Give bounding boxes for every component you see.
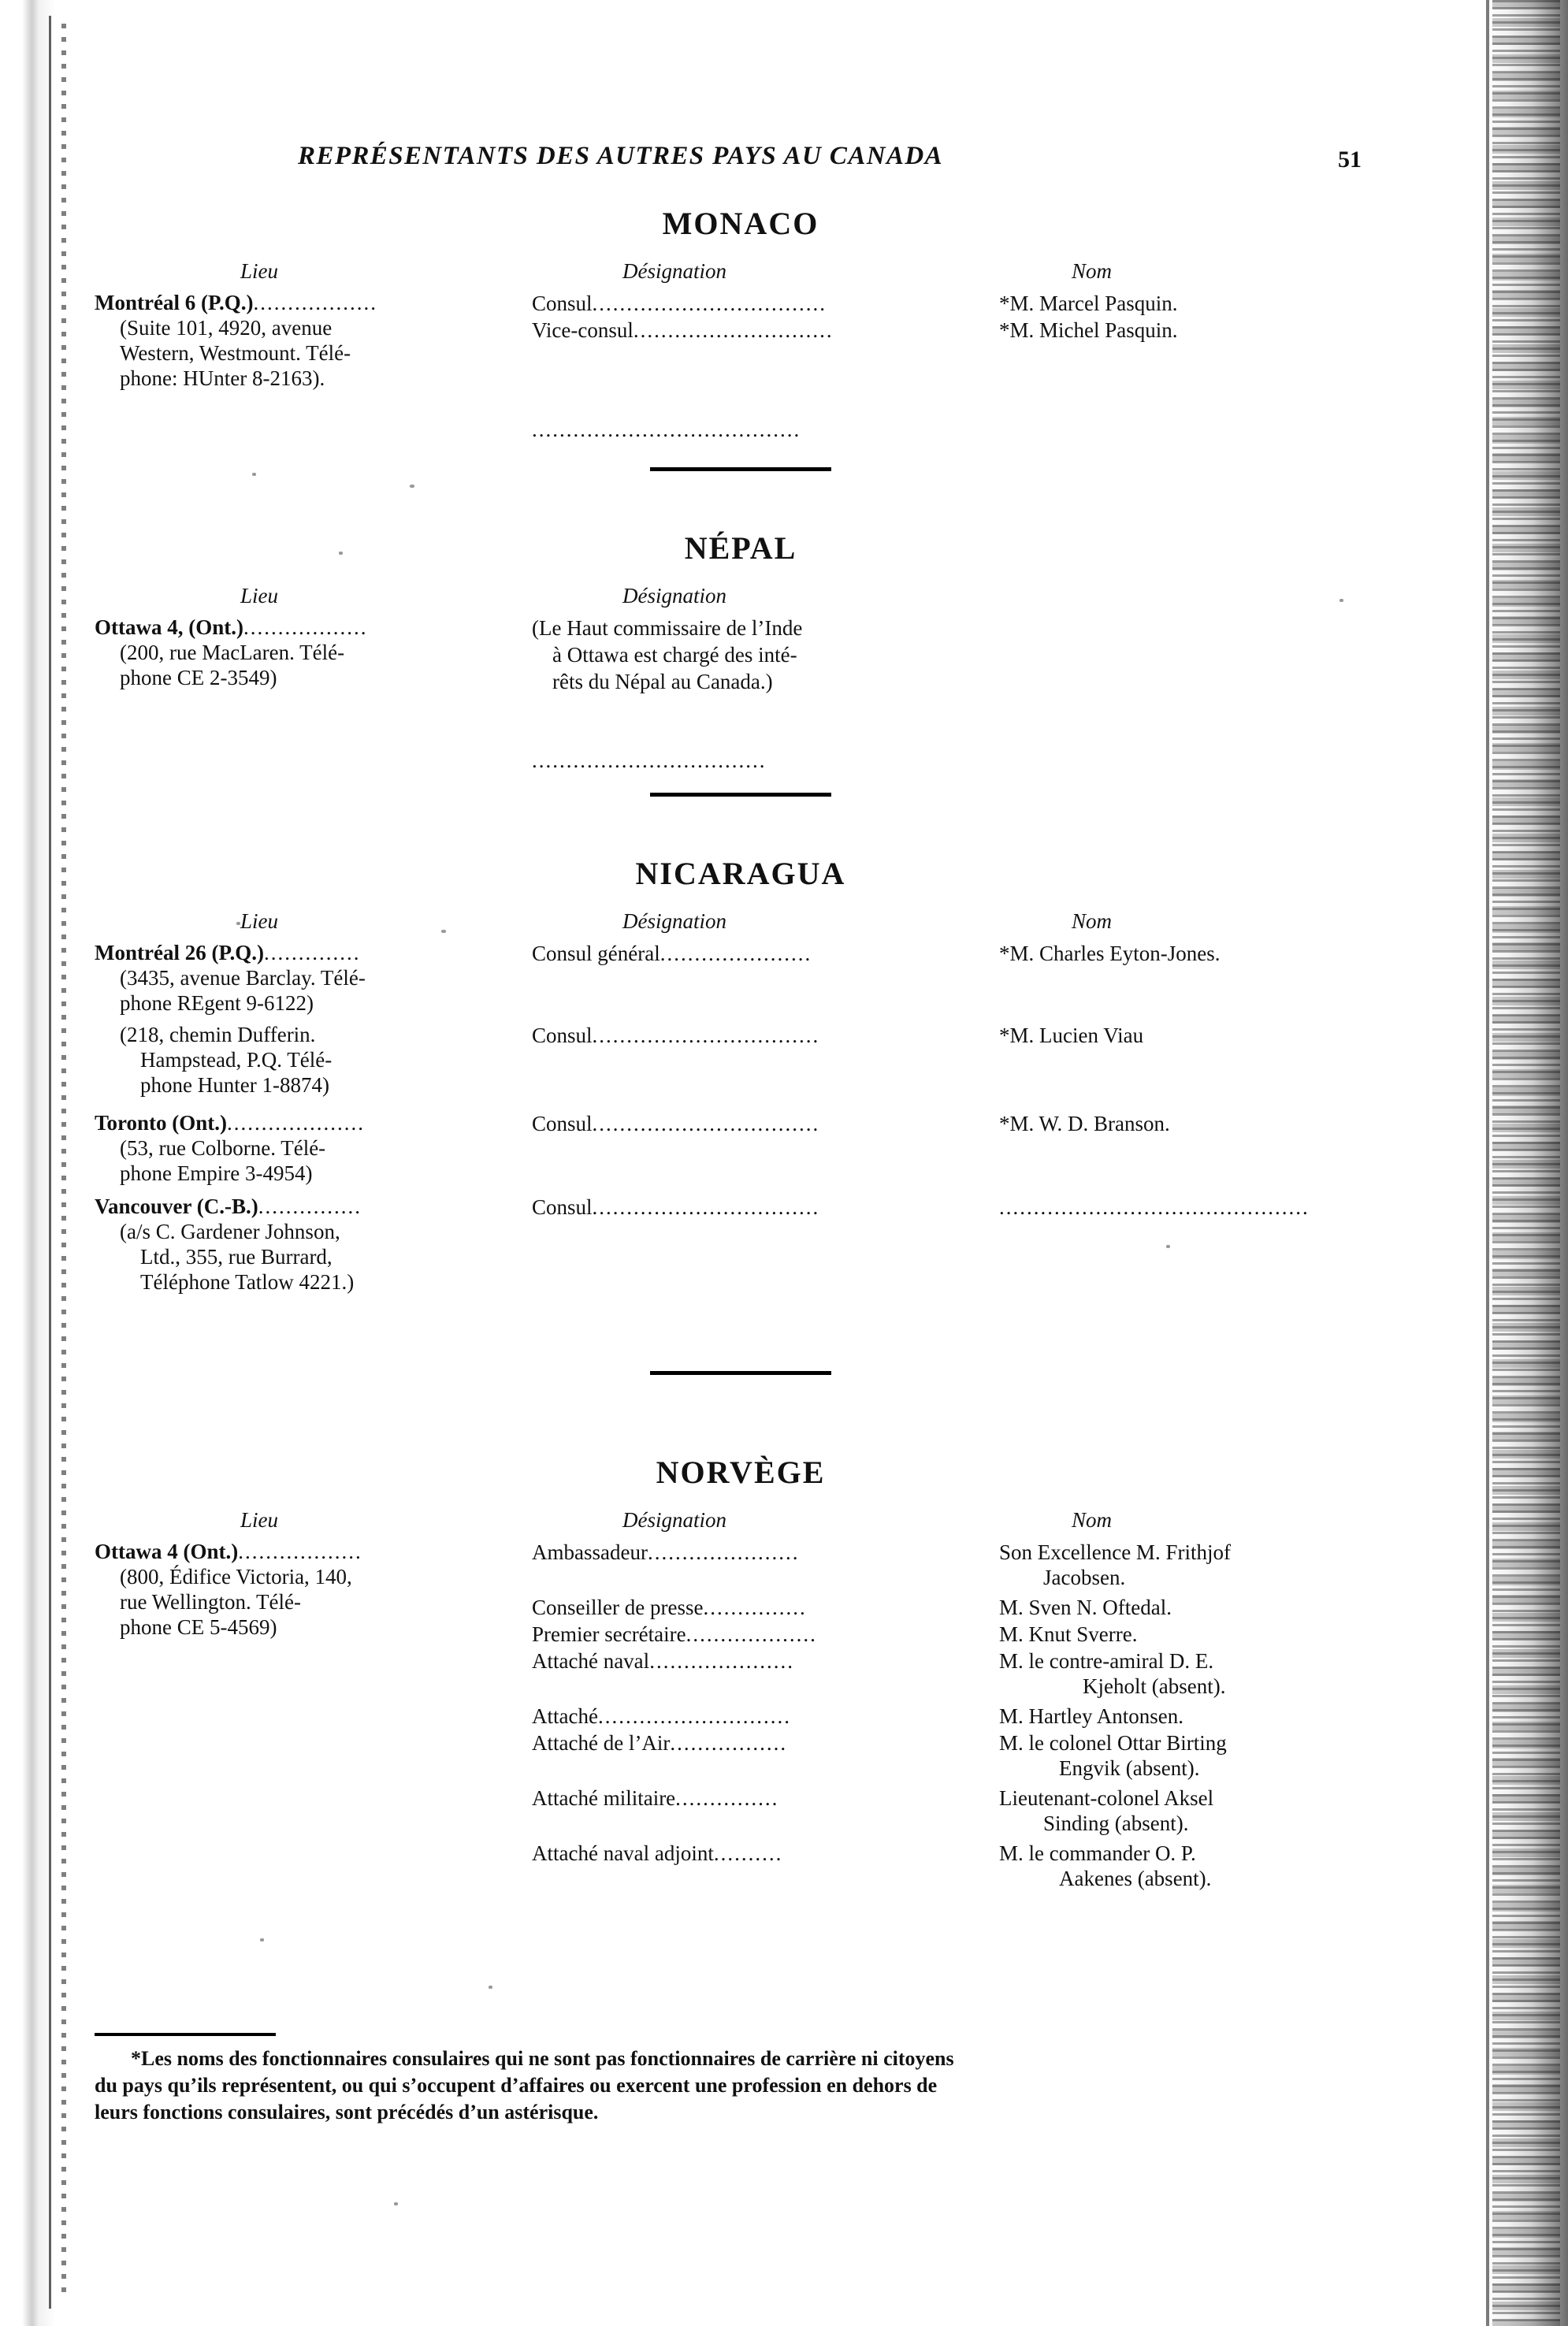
- location-place: Vancouver (C.-B.): [95, 1195, 258, 1218]
- role-name-continuation: Engvik (absent).: [1059, 1756, 1200, 1781]
- role-name: *M. W. D. Branson.: [999, 1112, 1170, 1135]
- page-left-speckle-column: [61, 24, 66, 2301]
- role-designation: [532, 1111, 973, 1136]
- location-address-line: phone CE 2-3549): [120, 665, 277, 689]
- designation-label: Ambassadeur: [532, 1540, 648, 1564]
- role-name: [999, 1730, 1393, 1782]
- entry-rows: [95, 1540, 1387, 1891]
- leader-dots: .............................................: [999, 1195, 1310, 1219]
- section-nicaragua: [95, 855, 1387, 1375]
- role-name: [999, 1195, 1393, 1220]
- column-header-lieu: Lieu: [240, 259, 279, 283]
- role-name-value: M. le contre-amiral D. E.: [999, 1649, 1214, 1673]
- location-address-line: phone: HUnter 8-2163).: [120, 366, 325, 390]
- role-designation: [532, 1023, 973, 1048]
- column-header-designation: Désignation: [622, 259, 726, 283]
- role-name-continuation: Sinding (absent).: [1043, 1811, 1189, 1836]
- role-name: [999, 1785, 1393, 1837]
- section-divider: [650, 467, 831, 471]
- column-header-nom: Nom: [1072, 1508, 1113, 1532]
- footnote-line: leurs fonctions consulaires, sont précédés d’un astérisque.: [95, 2100, 599, 2123]
- country-heading: MONACO: [662, 206, 819, 241]
- location-address-line: phone Empire 3-4954): [120, 1161, 313, 1185]
- leader-dots: .................: [670, 1731, 788, 1755]
- role-name: *M. Michel Pasquin.: [999, 318, 1178, 342]
- entry-rows: [95, 291, 1387, 441]
- leader-dots: ..................: [243, 615, 368, 639]
- entry-rows: [95, 615, 1387, 772]
- column-headers: [95, 909, 1387, 941]
- role-name: [999, 1841, 1393, 1892]
- designation-label: Consul général: [532, 942, 660, 965]
- location-place: Toronto (Ont.): [95, 1111, 228, 1135]
- location-place: Montréal 6 (P.Q.): [95, 291, 254, 314]
- leader-dots: ..........: [713, 1841, 783, 1865]
- column-header-lieu: Lieu: [240, 909, 279, 933]
- role-designation: [532, 1622, 973, 1647]
- location-address-line: (a/s C. Gardener Johnson,: [120, 1219, 340, 1243]
- location-address-line: phone Hunter 1-8874): [140, 1072, 329, 1097]
- role-name-continuation: Kjeholt (absent).: [1083, 1674, 1226, 1699]
- leader-dots: ...................: [686, 1622, 817, 1646]
- location-address-line: Téléphone Tatlow 4221.): [140, 1269, 355, 1294]
- column-header-designation: Désignation: [622, 584, 726, 608]
- stray-leader-dots-row: [532, 748, 973, 773]
- role-designation: [532, 291, 973, 316]
- leader-dots: .................................: [592, 1024, 820, 1047]
- location-address-line: (Suite 101, 4920, avenue: [120, 315, 333, 340]
- leader-dots: ...............: [258, 1195, 362, 1218]
- column-headers: [95, 259, 1387, 291]
- designation-label: Consul: [532, 292, 593, 315]
- designation-label: Attaché naval adjoint: [532, 1841, 714, 1865]
- role-name-value: Lieutenant-colonel Aksel: [999, 1786, 1214, 1810]
- leader-dots: ..................................: [592, 292, 827, 315]
- location-address-line: (800, Édifice Victoria, 140,: [120, 1564, 352, 1588]
- page-content: [95, 142, 1387, 2123]
- note-line: rêts du Népal au Canada.): [552, 669, 773, 693]
- column-header-lieu: Lieu: [240, 1508, 279, 1532]
- role-designation: [532, 1540, 973, 1565]
- role-designation: [532, 1704, 973, 1729]
- page-left-edge-artifact: [0, 0, 55, 2326]
- running-head-title: REPRÉSENTANTS DES AUTRES PAYS AU CANADA: [298, 142, 944, 170]
- entry-location: [95, 1540, 489, 1640]
- role-designation: [532, 941, 973, 966]
- role-designation: [532, 318, 973, 343]
- role-name-value: M. le commander O. P.: [999, 1841, 1196, 1865]
- leader-dots: .....................: [649, 1649, 794, 1673]
- section-divider: [650, 1371, 831, 1375]
- leader-dots: ...............: [675, 1786, 779, 1810]
- footnote-line: *Les noms des fonctionnaires consulaires qui ne sont pas fonctionnaires de carrière ni citoyens: [131, 2047, 954, 2070]
- role-name-value: M. le colonel Ottar Birting: [999, 1731, 1227, 1755]
- role-name: *M. Marcel Pasquin.: [999, 292, 1178, 315]
- leader-dots: ..................: [238, 1540, 362, 1563]
- entry-location: [95, 941, 489, 1016]
- footnote: [95, 2033, 1355, 2125]
- footnote-line: du pays qu’ils représentent, ou qui s’occupent d’affaires ou exercent une profession en dehors de: [95, 2073, 938, 2097]
- entry-location: [95, 1023, 489, 1098]
- scan-speck: [489, 1986, 492, 1989]
- entry-rows: [95, 941, 1387, 1335]
- designation-label: Conseiller de presse: [532, 1596, 704, 1619]
- designation-label: Consul: [532, 1195, 593, 1219]
- leader-dots: .............................: [633, 318, 834, 342]
- leader-dots: .................................: [592, 1195, 820, 1219]
- entry-location: [95, 1111, 489, 1187]
- scan-speck: [260, 1938, 264, 1941]
- country-heading: NÉPAL: [684, 530, 797, 566]
- location-address-line: rue Wellington. Télé-: [120, 1589, 302, 1614]
- role-name: [999, 1540, 1393, 1591]
- column-headers: [95, 1508, 1387, 1540]
- location-address-line: Ltd., 355, rue Burrard,: [140, 1244, 333, 1269]
- location-address-line: (3435, avenue Barclay. Télé-: [120, 965, 366, 990]
- entry-location: [95, 291, 489, 391]
- section-monaco: [95, 205, 1387, 471]
- designation-label: Attaché naval: [532, 1649, 650, 1673]
- entry-note: [532, 615, 973, 695]
- scan-speck: [394, 2202, 398, 2205]
- location-place: Ottawa 4, (Ont.): [95, 615, 243, 639]
- entry-location: [95, 615, 489, 691]
- location-address-line: (218, chemin Dufferin.: [120, 1023, 316, 1046]
- designation-label: Consul: [532, 1024, 593, 1047]
- role-name: M. Sven N. Oftedal.: [999, 1596, 1172, 1619]
- role-name: M. Knut Sverre.: [999, 1622, 1138, 1646]
- role-designation: [532, 1785, 973, 1811]
- location-address-line: phone REgent 9-6122): [120, 990, 314, 1015]
- role-designation: [532, 1195, 973, 1220]
- column-header-designation: Désignation: [622, 909, 726, 933]
- leader-dots: ............................: [597, 1704, 791, 1728]
- role-designation: [532, 1841, 973, 1866]
- note-line: (Le Haut commissaire de l’Inde: [532, 616, 803, 640]
- location-address-line: (53, rue Colborne. Télé-: [120, 1135, 326, 1160]
- footnote-rule: [95, 2033, 276, 2036]
- leader-dots: ....................: [227, 1111, 366, 1135]
- entry-location: [95, 1195, 489, 1295]
- role-name: *M. Lucien Viau: [999, 1024, 1144, 1047]
- country-heading: NORVÈGE: [656, 1455, 826, 1490]
- section-divider: [650, 793, 831, 797]
- leader-dots: ......................: [647, 1540, 800, 1564]
- designation-label: Attaché: [532, 1704, 598, 1728]
- running-head: [95, 142, 1387, 183]
- location-place: Ottawa 4 (Ont.): [95, 1540, 239, 1563]
- designation-label: Vice-consul: [532, 318, 634, 342]
- role-name-continuation: Aakenes (absent).: [1059, 1867, 1212, 1891]
- leader-dots: ..................: [253, 291, 377, 314]
- column-header-lieu: Lieu: [240, 584, 279, 608]
- location-address-line: Hampstead, P.Q. Télé-: [140, 1047, 333, 1072]
- page-left-binding-line: [49, 16, 51, 2309]
- page-number: 51: [1338, 147, 1362, 173]
- section-nepal: [95, 529, 1387, 797]
- location-place: Montréal 26 (P.Q.): [95, 941, 264, 964]
- location-address-line: Western, Westmount. Télé-: [120, 340, 351, 365]
- column-header-designation: Désignation: [622, 1508, 726, 1532]
- page-right-edge-line: [1486, 0, 1489, 2326]
- note-line: à Ottawa est chargé des inté-: [552, 642, 797, 667]
- column-header-nom: Nom: [1072, 259, 1113, 283]
- designation-label: Attaché militaire: [532, 1786, 676, 1810]
- page-right-edge-noise: [1492, 0, 1560, 2326]
- role-name: [999, 1648, 1393, 1700]
- leader-dots: ...............: [703, 1596, 807, 1619]
- leader-dots: .......................................: [532, 418, 801, 441]
- role-name: M. Hartley Antonsen.: [999, 1704, 1183, 1728]
- leader-dots: ......................: [660, 942, 812, 965]
- column-headers: [95, 584, 1387, 615]
- role-designation: [532, 1595, 973, 1620]
- designation-label: Attaché de l’Air: [532, 1731, 671, 1755]
- column-header-nom: Nom: [1072, 909, 1113, 933]
- role-designation: [532, 1730, 973, 1756]
- role-name-continuation: Jacobsen.: [1043, 1566, 1126, 1590]
- section-norvege: [95, 1454, 1387, 1891]
- stray-leader-dots-row: [532, 417, 973, 442]
- designation-label: Premier secrétaire: [532, 1622, 686, 1646]
- leader-dots: .................................: [592, 1112, 820, 1135]
- role-designation: [532, 1648, 973, 1674]
- country-heading: NICARAGUA: [635, 856, 846, 891]
- role-name-value: Son Excellence M. Frithjof: [999, 1540, 1231, 1564]
- location-address-line: phone CE 5-4569): [120, 1614, 277, 1639]
- location-address-line: (200, rue MacLaren. Télé-: [120, 640, 345, 664]
- leader-dots: ..................................: [532, 749, 767, 772]
- leader-dots: ..............: [263, 941, 361, 964]
- designation-label: Consul: [532, 1112, 593, 1135]
- role-name: *M. Charles Eyton-Jones.: [999, 942, 1221, 965]
